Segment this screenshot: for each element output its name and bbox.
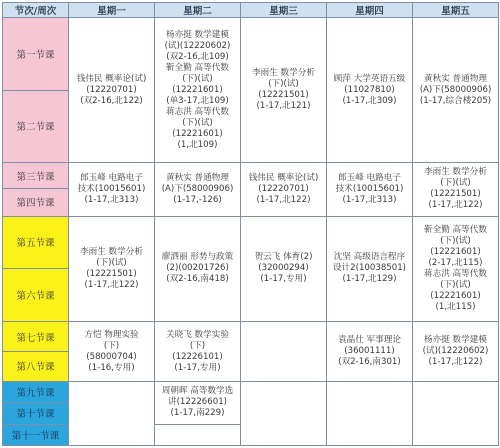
course-line: (1-17,北122)	[84, 279, 139, 290]
course-line: (1-17,北129)	[342, 274, 397, 285]
course-line: (12220701)	[258, 183, 309, 194]
course-line: (58000704)	[86, 351, 137, 362]
course-line: (下)(试)	[182, 73, 213, 84]
period-label-8: 第八节课	[3, 352, 69, 382]
course-line: 关晓飞 数学实验	[166, 329, 229, 340]
course-cell-tue-3-4[interactable]	[155, 163, 241, 216]
course-line: (1-17,北309)	[342, 95, 397, 106]
course-line: 设计2(10038501)	[332, 263, 407, 274]
course-line: (2-17,北115)	[428, 257, 483, 268]
period-label-1: 第一节课	[3, 18, 69, 91]
course-line: 袁晶仕 军事理论	[338, 335, 401, 346]
course-line: (12221601)	[172, 84, 223, 95]
period-label-2: 第二节课	[3, 90, 69, 163]
course-cell-mon-3-4[interactable]	[69, 163, 155, 216]
course-cell-fri-3-4[interactable]	[413, 163, 499, 216]
course-line: (下)(试)	[268, 79, 299, 90]
course-line: (1-17,北313)	[84, 194, 139, 205]
course-line: (12221601)	[430, 246, 481, 257]
course-line: (1-17,北313)	[342, 194, 397, 205]
course-line: (1-17,北122)	[428, 357, 483, 368]
header-friday: 星期五	[413, 3, 499, 18]
course-line: 蒋志洪 高等代数	[166, 106, 229, 117]
course-cell-wed-3-4[interactable]	[241, 163, 327, 216]
period-label-7: 第七节课	[3, 322, 69, 352]
course-cell-fri-5-6[interactable]	[413, 216, 499, 322]
course-line: (12220701)	[86, 84, 137, 95]
period-label-6: 第六节课	[3, 269, 69, 322]
course-line: (1-17,北122)	[428, 200, 483, 211]
course-cell-tue-5-6[interactable]	[155, 216, 241, 322]
header-tuesday: 星期二	[155, 3, 241, 18]
course-line: (1-17,-126)	[173, 194, 222, 205]
course-line: (36001111)	[344, 346, 395, 357]
course-cell-tue-9-10[interactable]	[155, 381, 241, 424]
course-line: 讲(12226601)	[167, 397, 228, 408]
course-line: (试)(12220602)	[422, 346, 489, 357]
course-line: (双2-16,北109)	[166, 51, 229, 62]
course-line: (A)下(58000906)	[161, 183, 234, 194]
course-cell-mon-5-6[interactable]	[69, 216, 155, 322]
course-cell-thu-3-4[interactable]	[327, 163, 413, 216]
period-label-5: 第五节课	[3, 216, 69, 269]
course-line: (1-17,北121)	[256, 101, 311, 112]
empty-cell-fri-9-11	[413, 381, 499, 445]
course-cell-fri-1-2[interactable]	[413, 18, 499, 163]
course-line: (1-17,北122)	[256, 194, 311, 205]
course-line: (单3-17,北109)	[166, 95, 229, 106]
header-monday: 星期一	[69, 3, 155, 18]
course-line: (12221601)	[172, 128, 223, 139]
empty-cell-mon-9-11	[69, 381, 155, 445]
period-label-4: 第四节课	[3, 189, 69, 216]
course-line: (1-17,南229)	[170, 408, 225, 419]
course-line: 蒋志洪 高等代数	[424, 268, 487, 279]
course-cell-thu-7-8[interactable]	[327, 322, 413, 381]
course-line: (1,北109)	[177, 139, 218, 150]
course-line: (12221501)	[430, 189, 481, 200]
period-label-10: 第十节课	[3, 403, 69, 424]
course-cell-thu-1-2[interactable]	[327, 18, 413, 163]
course-line: 贺云飞 体育(2)	[254, 252, 313, 263]
course-line: 钱伟民 概率论(试)	[248, 172, 319, 183]
course-line: (A)下(58000906)	[419, 84, 492, 95]
course-line: (12221601)	[430, 290, 481, 301]
course-line: 钱伟民 概率论(试)	[76, 73, 147, 84]
course-line: (双2-16,南301)	[338, 357, 401, 368]
course-cell-tue-1-2[interactable]	[155, 18, 241, 163]
course-line: (11027810)	[344, 84, 395, 95]
empty-cell-thu-9-11	[327, 381, 413, 445]
course-line: 技术(10015601)	[77, 183, 146, 194]
course-cell-wed-1-2[interactable]	[241, 18, 327, 163]
course-line: (双2-16,北122)	[80, 95, 143, 106]
course-line: 黄秋实 普通物理	[166, 172, 229, 183]
course-line: 黄秋实 普通物理	[424, 73, 487, 84]
course-line: (下)	[103, 340, 120, 351]
course-line: (下)(试)	[96, 257, 127, 268]
course-line: (下)(试)	[440, 178, 471, 189]
course-line: 杨亦挺 数学建模	[166, 29, 229, 40]
course-cell-thu-5-6[interactable]	[327, 216, 413, 322]
course-cell-wed-5-6[interactable]	[241, 216, 327, 322]
course-line: (12226101)	[172, 351, 223, 362]
course-line: 李雨生 数学分析	[80, 246, 143, 257]
course-line: (下)(试)	[440, 235, 471, 246]
course-line: 廖洒丽 形势与政策	[161, 252, 234, 263]
empty-cell-tue-11	[155, 424, 241, 445]
course-line: (试)(12220602)	[164, 40, 231, 51]
course-line: (12221501)	[258, 90, 309, 101]
course-cell-tue-7-8[interactable]	[155, 322, 241, 381]
course-line: 方恺 物理实验	[84, 329, 139, 340]
period-label-9: 第九节课	[3, 381, 69, 402]
course-line: 靳全勤 高等代数	[166, 62, 229, 73]
course-line: (1,北115)	[435, 301, 476, 312]
course-line: 靳全勤 高等代数	[424, 224, 487, 235]
header-thursday: 星期四	[327, 3, 413, 18]
course-line: 郎玉峰 电路电子	[80, 172, 143, 183]
course-line: 沈坚 高级语言程序	[333, 252, 406, 263]
header-corner: 节次/周次	[3, 3, 69, 18]
empty-cell-wed-9-11	[241, 381, 327, 445]
period-label-11: 第十一节课	[3, 424, 69, 445]
course-line: (下)	[189, 340, 206, 351]
course-timetable	[2, 2, 499, 446]
course-line: 顾萍 大学英语五级	[333, 73, 406, 84]
course-cell-mon-7-8[interactable]	[69, 322, 155, 381]
course-line: (下)(试)	[440, 279, 471, 290]
course-line: (1-17,专用)	[260, 274, 307, 285]
course-line: (双2-16,南418)	[166, 274, 229, 285]
course-line: 李雨生 数学分析	[424, 167, 487, 178]
course-cell-mon-1-2[interactable]	[69, 18, 155, 163]
course-line: (1-17,综合楼205)	[419, 95, 492, 106]
header-wednesday: 星期三	[241, 3, 327, 18]
course-line: (12221501)	[86, 268, 137, 279]
course-line: 李雨生 数学分析	[252, 68, 315, 79]
header-row	[3, 3, 499, 18]
empty-cell-wed-7-8	[241, 322, 327, 381]
course-line: 杨亦挺 数学建模	[424, 335, 487, 346]
course-line: (1-17,专用)	[174, 362, 221, 373]
course-line: (2)(00201726)	[166, 263, 229, 274]
period-label-3: 第三节课	[3, 163, 69, 189]
course-line: (1-16,专用)	[88, 362, 135, 373]
course-line: 周朝晖 高等数学选	[161, 386, 234, 397]
course-line: (32000294)	[258, 263, 309, 274]
course-line: (下)(试)	[182, 117, 213, 128]
course-cell-fri-7-8[interactable]	[413, 322, 499, 381]
course-line: 技术(10015601)	[335, 183, 404, 194]
course-line: 郎玉峰 电路电子	[338, 172, 401, 183]
